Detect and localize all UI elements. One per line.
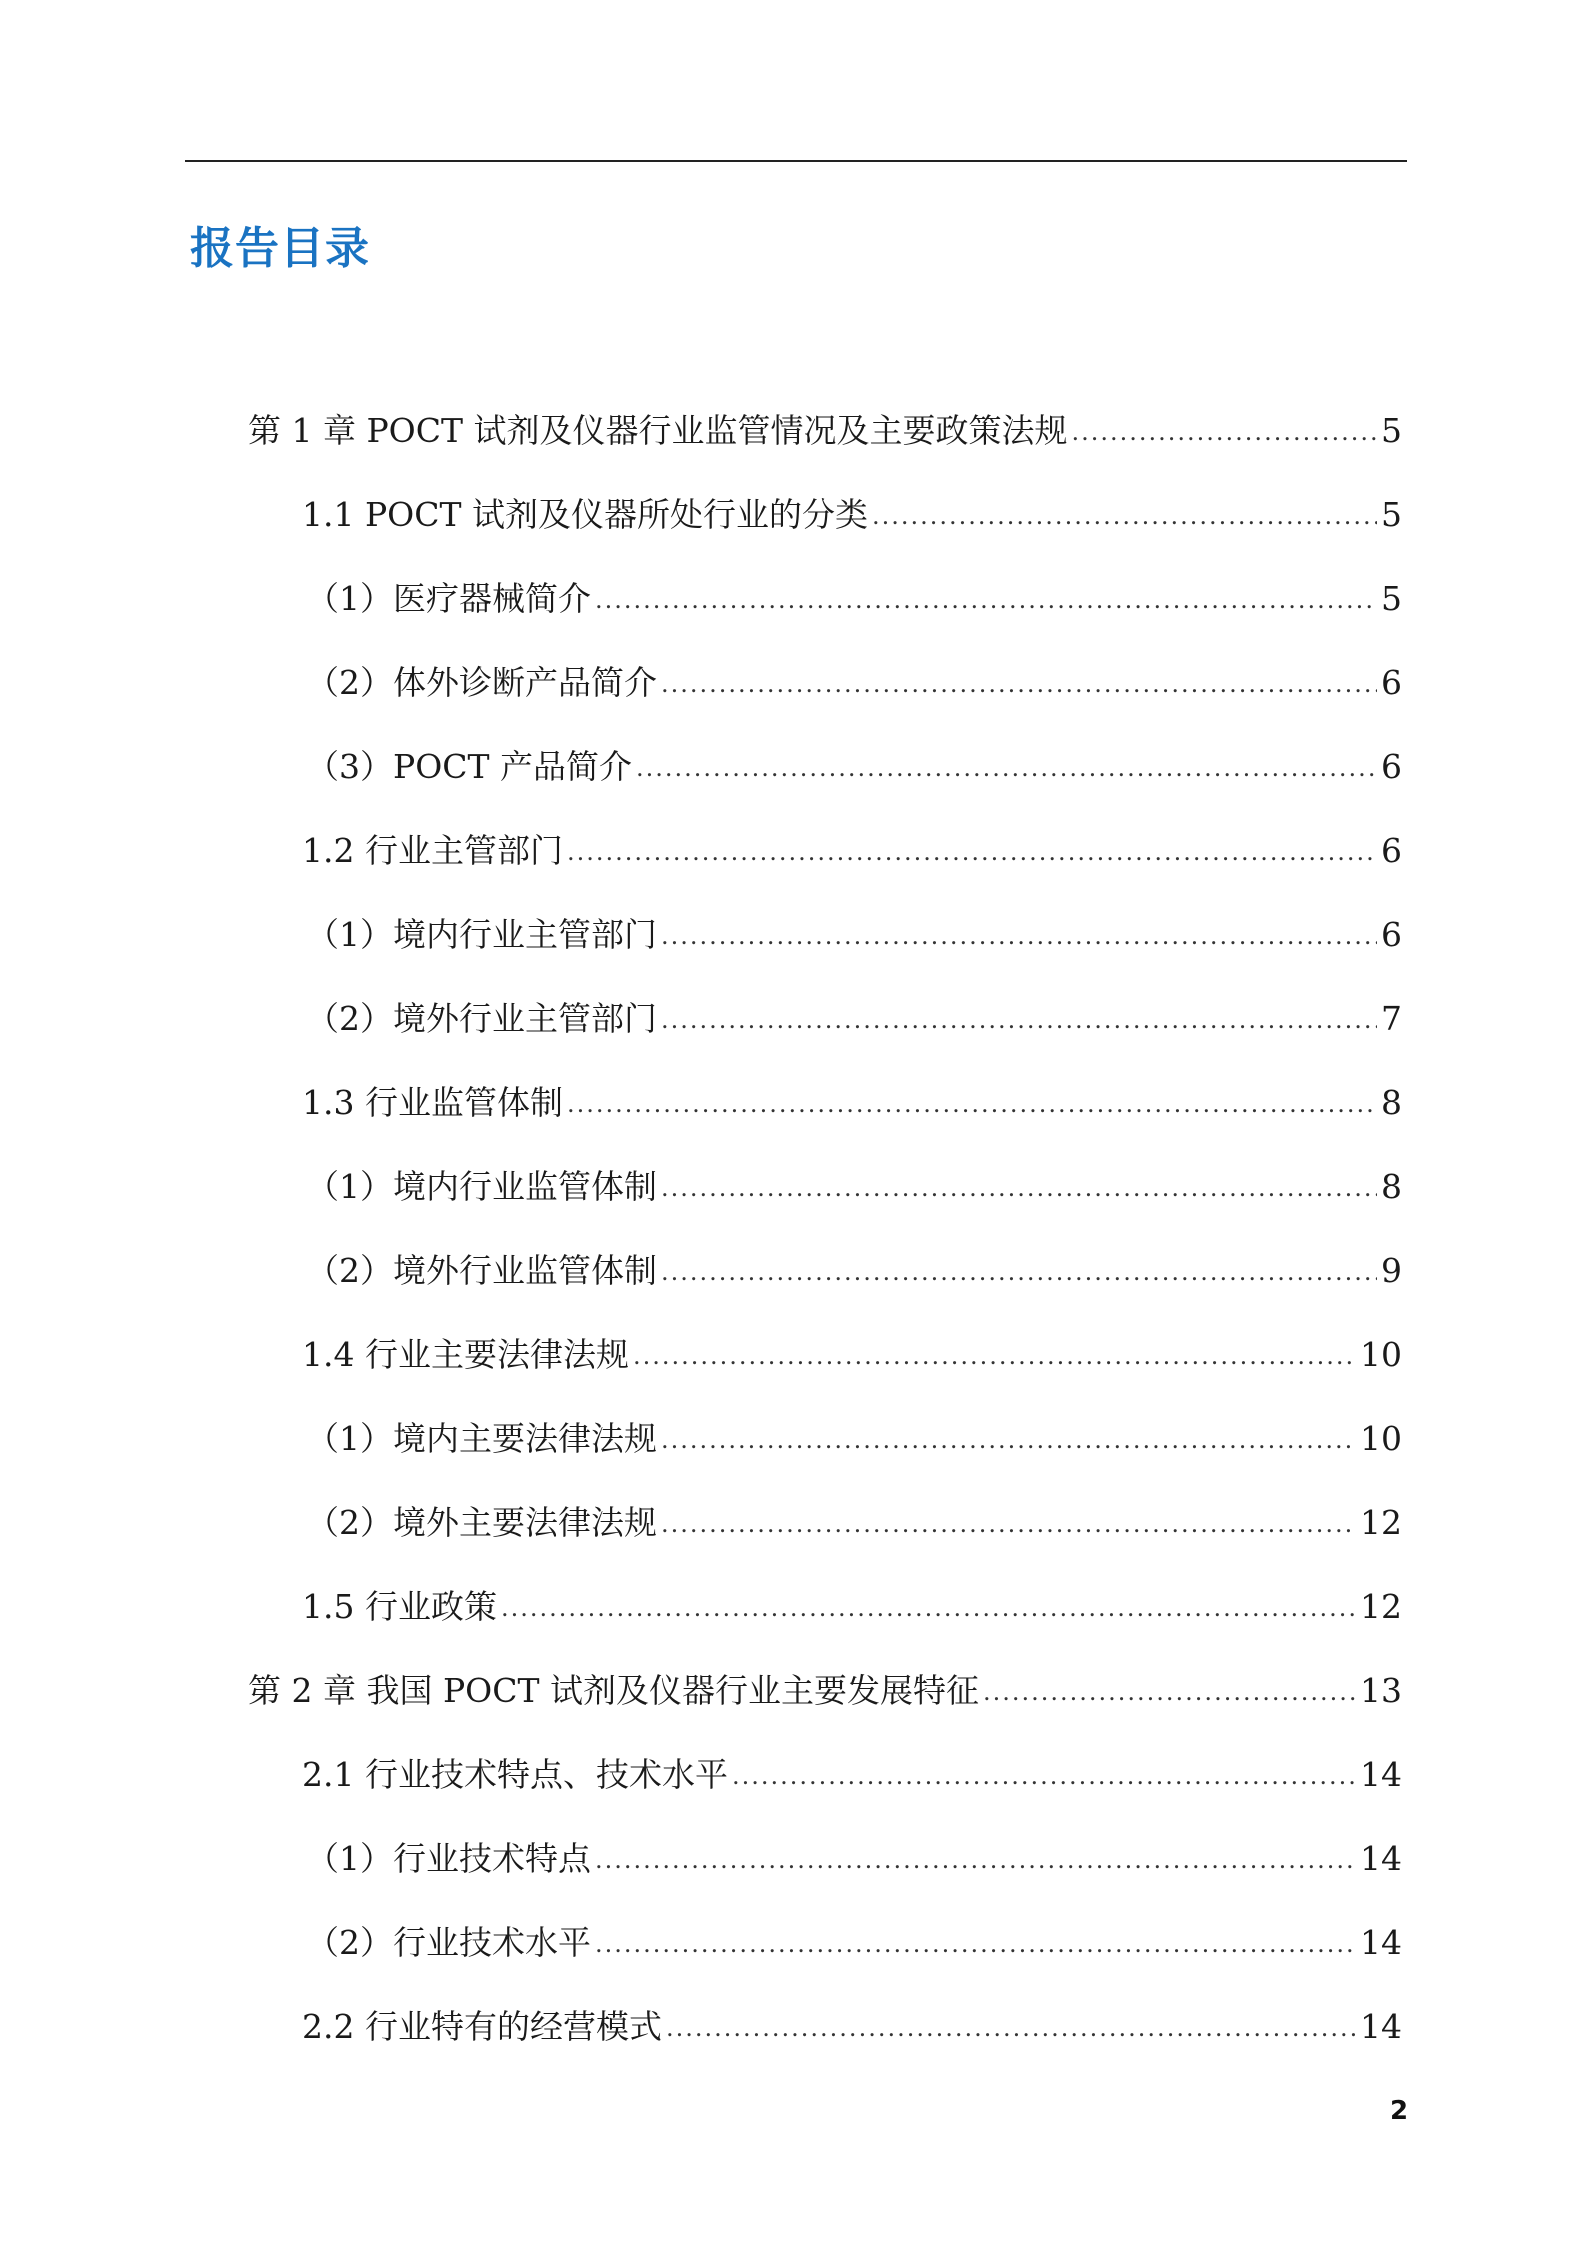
toc-entry[interactable] — [0, 1398, 1586, 1482]
toc-entry-title: （1）行业技术特点 — [306, 1838, 591, 1878]
toc-dot-leader — [633, 1336, 1356, 1376]
toc-entry-page: 7 — [1381, 998, 1402, 1038]
toc-entry-row — [306, 999, 1402, 1042]
toc-entry[interactable] — [0, 894, 1586, 978]
toc-entry-title: 2.1 行业技术特点、技术水平 — [302, 1754, 728, 1794]
toc-entry[interactable] — [0, 1650, 1586, 1734]
toc-entry-row — [302, 1755, 1402, 1798]
toc-entry-page: 5 — [1381, 494, 1402, 534]
toc-dot-leader — [983, 1672, 1356, 1712]
toc-entry-title: （1）境内行业主管部门 — [306, 914, 657, 954]
toc-entry-row — [306, 579, 1402, 622]
toc-entry-row — [306, 1503, 1402, 1546]
toc-entry-title: 2.2 行业特有的经营模式 — [302, 2006, 662, 2046]
toc-entry[interactable] — [0, 726, 1586, 810]
toc-entry-page: 12 — [1360, 1586, 1402, 1626]
toc-entry[interactable] — [0, 1314, 1586, 1398]
toc-entry-page: 5 — [1381, 410, 1402, 450]
toc-entry-title: （1）境内行业监管体制 — [306, 1166, 657, 1206]
toc-entry-title: （2）境外行业主管部门 — [306, 998, 657, 1038]
toc-entry-page: 14 — [1360, 2006, 1402, 2046]
toc-entry-title: 1.1 POCT 试剂及仪器所处行业的分类 — [302, 494, 868, 534]
toc-entry-row — [302, 2007, 1402, 2050]
toc-entry-row — [306, 1167, 1402, 1210]
toc-entry-page: 13 — [1360, 1670, 1402, 1710]
toc-dot-leader — [666, 2008, 1356, 2048]
toc-entry-row — [248, 1671, 1402, 1714]
toc-entry[interactable] — [0, 474, 1586, 558]
toc-entry-page: 12 — [1360, 1502, 1402, 1542]
toc-entry-row — [302, 1335, 1402, 1378]
toc-entry-row — [248, 411, 1402, 454]
toc-entry-page: 10 — [1360, 1334, 1402, 1374]
toc-dot-leader — [1071, 412, 1377, 452]
toc-dot-leader — [661, 664, 1377, 704]
toc-entry-row — [306, 1839, 1402, 1882]
toc-entry[interactable] — [0, 1902, 1586, 1986]
toc-entry-title: 1.2 行业主管部门 — [302, 830, 563, 870]
toc-dot-leader — [661, 916, 1377, 956]
header-rule — [185, 160, 1407, 162]
toc-dot-leader — [661, 1252, 1377, 1292]
toc-dot-leader — [595, 580, 1377, 620]
toc-entry-row — [302, 1083, 1402, 1126]
toc-entry-page: 9 — [1381, 1250, 1402, 1290]
table-of-contents — [0, 390, 1586, 2070]
toc-entry[interactable] — [0, 1230, 1586, 1314]
toc-dot-leader — [661, 1000, 1377, 1040]
toc-entry-title: 1.4 行业主要法律法规 — [302, 1334, 629, 1374]
toc-entry-title: （2）体外诊断产品简介 — [306, 662, 657, 702]
toc-entry-row — [306, 663, 1402, 706]
toc-entry-page: 6 — [1381, 830, 1402, 870]
toc-entry[interactable] — [0, 810, 1586, 894]
toc-dot-leader — [732, 1756, 1356, 1796]
toc-entry-page: 10 — [1360, 1418, 1402, 1458]
toc-entry-page: 5 — [1381, 578, 1402, 618]
toc-entry-page: 6 — [1381, 662, 1402, 702]
toc-entry-page: 14 — [1360, 1922, 1402, 1962]
toc-entry-row — [302, 495, 1402, 538]
toc-entry-title: （2）境外行业监管体制 — [306, 1250, 657, 1290]
toc-dot-leader — [636, 748, 1377, 788]
toc-dot-leader — [567, 1084, 1377, 1124]
toc-entry-title: 1.5 行业政策 — [302, 1586, 497, 1626]
toc-entry[interactable] — [0, 1734, 1586, 1818]
toc-entry-title: （2）境外主要法律法规 — [306, 1502, 657, 1542]
toc-dot-leader — [661, 1168, 1377, 1208]
toc-entry-row — [306, 747, 1402, 790]
toc-entry-page: 6 — [1381, 746, 1402, 786]
page-number: 2 — [1390, 2096, 1409, 2126]
toc-entry-page: 8 — [1381, 1082, 1402, 1122]
toc-entry-row — [306, 1419, 1402, 1462]
page-title: 报告目录 — [190, 223, 370, 274]
toc-entry[interactable] — [0, 1566, 1586, 1650]
toc-entry-row — [302, 831, 1402, 874]
toc-dot-leader — [567, 832, 1377, 872]
toc-entry-page: 6 — [1381, 914, 1402, 954]
toc-dot-leader — [595, 1924, 1356, 1964]
toc-dot-leader — [661, 1504, 1356, 1544]
toc-entry[interactable] — [0, 642, 1586, 726]
toc-entry[interactable] — [0, 1818, 1586, 1902]
toc-entry[interactable] — [0, 978, 1586, 1062]
toc-entry[interactable] — [0, 390, 1586, 474]
toc-dot-leader — [872, 496, 1377, 536]
toc-entry-page: 14 — [1360, 1838, 1402, 1878]
toc-entry-title: 1.3 行业监管体制 — [302, 1082, 563, 1122]
toc-entry-title: （2）行业技术水平 — [306, 1922, 591, 1962]
toc-dot-leader — [595, 1840, 1356, 1880]
toc-entry[interactable] — [0, 558, 1586, 642]
toc-entry[interactable] — [0, 1062, 1586, 1146]
toc-dot-leader — [501, 1588, 1356, 1628]
toc-entry-title: 第 2 章 我国 POCT 试剂及仪器行业主要发展特征 — [248, 1670, 979, 1710]
toc-entry-row — [302, 1587, 1402, 1630]
toc-entry[interactable] — [0, 1146, 1586, 1230]
toc-entry[interactable] — [0, 1482, 1586, 1566]
toc-entry-page: 8 — [1381, 1166, 1402, 1206]
toc-entry-title: （1）医疗器械简介 — [306, 578, 591, 618]
toc-entry-title: 第 1 章 POCT 试剂及仪器行业监管情况及主要政策法规 — [248, 410, 1068, 450]
toc-entry-row — [306, 1251, 1402, 1294]
toc-entry-page: 14 — [1360, 1754, 1402, 1794]
toc-entry-row — [306, 1923, 1402, 1966]
toc-dot-leader — [661, 1420, 1356, 1460]
toc-entry-title: （3）POCT 产品简介 — [306, 746, 633, 786]
toc-entry[interactable] — [0, 1986, 1586, 2070]
toc-entry-title: （1）境内主要法律法规 — [306, 1418, 657, 1458]
toc-entry-row — [306, 915, 1402, 958]
